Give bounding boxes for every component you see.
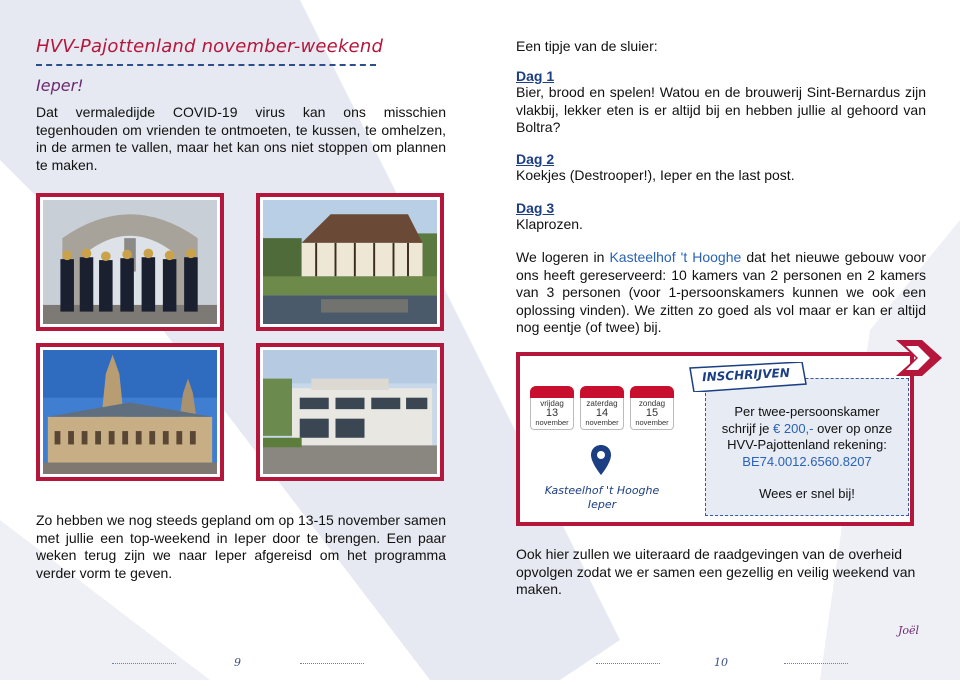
- tip-intro: Een tipje van de sluier:: [516, 38, 658, 54]
- price-line-1: Per twee-persoonskamer: [734, 404, 880, 419]
- calendar-day-1: [530, 386, 574, 430]
- iban: BE74.0012.6560.8207: [742, 453, 872, 469]
- cal-2-weekday: zaterdag: [586, 399, 618, 408]
- chevron-arrow-icon: [888, 338, 948, 378]
- cal-2-month: november: [585, 418, 619, 427]
- outro-paragraph: Ook hier zullen we uiteraard de raadgevingen van de overheid opvolgen zodat we er samen een gezellig en veilig weekend van maken.: [516, 546, 916, 597]
- day-2-block: [516, 151, 926, 185]
- menin-gate-buglers-photo: [36, 193, 224, 331]
- signature: Joël: [898, 624, 920, 637]
- cal-3-month: november: [635, 418, 669, 427]
- day-1-text: Bier, brood en spelen! Watou en de brouwerij Sint-Bernardus zijn vlakbij, lekker eten is er altijd bij en hebben jullie al gehoord van Boltra?: [516, 84, 926, 135]
- day-1-block: [516, 68, 926, 137]
- closing-paragraph: Zo hebben we nog steeds gepland om op 13-15 november samen met jullie een top-weekend in Ieper door te brengen. Een paar weken terug zijn we naar Ieper afgereisd om het programma verder vorm te geven.: [36, 512, 446, 581]
- cal-1-day: 13: [545, 407, 559, 419]
- cal-3-weekday: zondag: [638, 399, 666, 408]
- footer-dots-left-1: [112, 663, 176, 664]
- account-line: HVV-Pajottenland rekening:: [727, 437, 887, 452]
- location-pin-icon: [590, 444, 612, 476]
- calendar-day-3: [630, 386, 674, 430]
- intro-paragraph: Dat vermaledijde COVID-19 virus kan ons misschien tegenhouden om vrienden te ontmoeten, te kussen, te omhelzen, in de armen te vallen, maar het kan ons niet stoppen om plannen te maken.: [36, 104, 446, 173]
- day-2-text: Koekjes (Destrooper!), Ieper en the last post.: [516, 167, 795, 183]
- page-number-right: 10: [714, 656, 728, 669]
- day-1-heading: Dag 1: [516, 68, 555, 84]
- price-line-2: [707, 421, 907, 438]
- day-2-heading: Dag 2: [516, 151, 555, 167]
- article-title: HVV-Pajottenland november-weekend: [36, 36, 384, 57]
- modern-hotel-building-photo: [256, 343, 444, 481]
- signup-location: [530, 484, 674, 512]
- price-pre: schrijf je: [721, 420, 774, 436]
- price-amount: € 200,-: [773, 420, 814, 436]
- page-number-left: 9: [234, 656, 241, 669]
- lodging-pre: We logeren in: [516, 249, 610, 265]
- lodging-name: Kasteelhof 't Hooghe: [609, 249, 742, 265]
- price-post: over op onze: [813, 420, 893, 436]
- footer-dots-right-1: [596, 663, 660, 664]
- signup-location-city: Ieper: [587, 498, 617, 511]
- footer-dots-left-2: [300, 663, 364, 664]
- signup-location-name: Kasteelhof 't Hooghe: [544, 484, 660, 497]
- cal-3-day: 15: [645, 407, 659, 419]
- day-3-heading: Dag 3: [516, 200, 555, 216]
- kasteelhof-half-timbered-photo: [256, 193, 444, 331]
- price-text: [707, 404, 907, 503]
- day-3-block: [516, 200, 926, 234]
- calendar-day-2: [580, 386, 624, 430]
- cloth-hall-ieper-photo: [36, 343, 224, 481]
- cal-1-weekday: vrijdag: [540, 399, 564, 408]
- signup-badge-label: INSCHRIJVEN: [701, 365, 791, 385]
- signup-badge: [684, 362, 808, 392]
- article-subtitle: Ieper!: [36, 76, 84, 95]
- lodging-post: dat het nieuwe gebouw voor ons heeft gereserveerd: 10 kamers van 2 personen en 2 kamers van 3 personen (voor 1-persoonskamers kunnen we ook een oplossing vinden). We zitten zo goed als vol maar er kan er altijd nog eentje (of twee) bij.: [516, 249, 927, 335]
- title-divider: [36, 64, 376, 66]
- lodging-paragraph: [516, 249, 926, 337]
- signup-cta: Wees er snel bij!: [759, 486, 855, 501]
- day-3-text: Klaprozen.: [516, 216, 583, 232]
- cal-2-day: 14: [595, 407, 609, 419]
- footer-dots-right-2: [784, 663, 848, 664]
- cal-1-month: november: [535, 418, 569, 427]
